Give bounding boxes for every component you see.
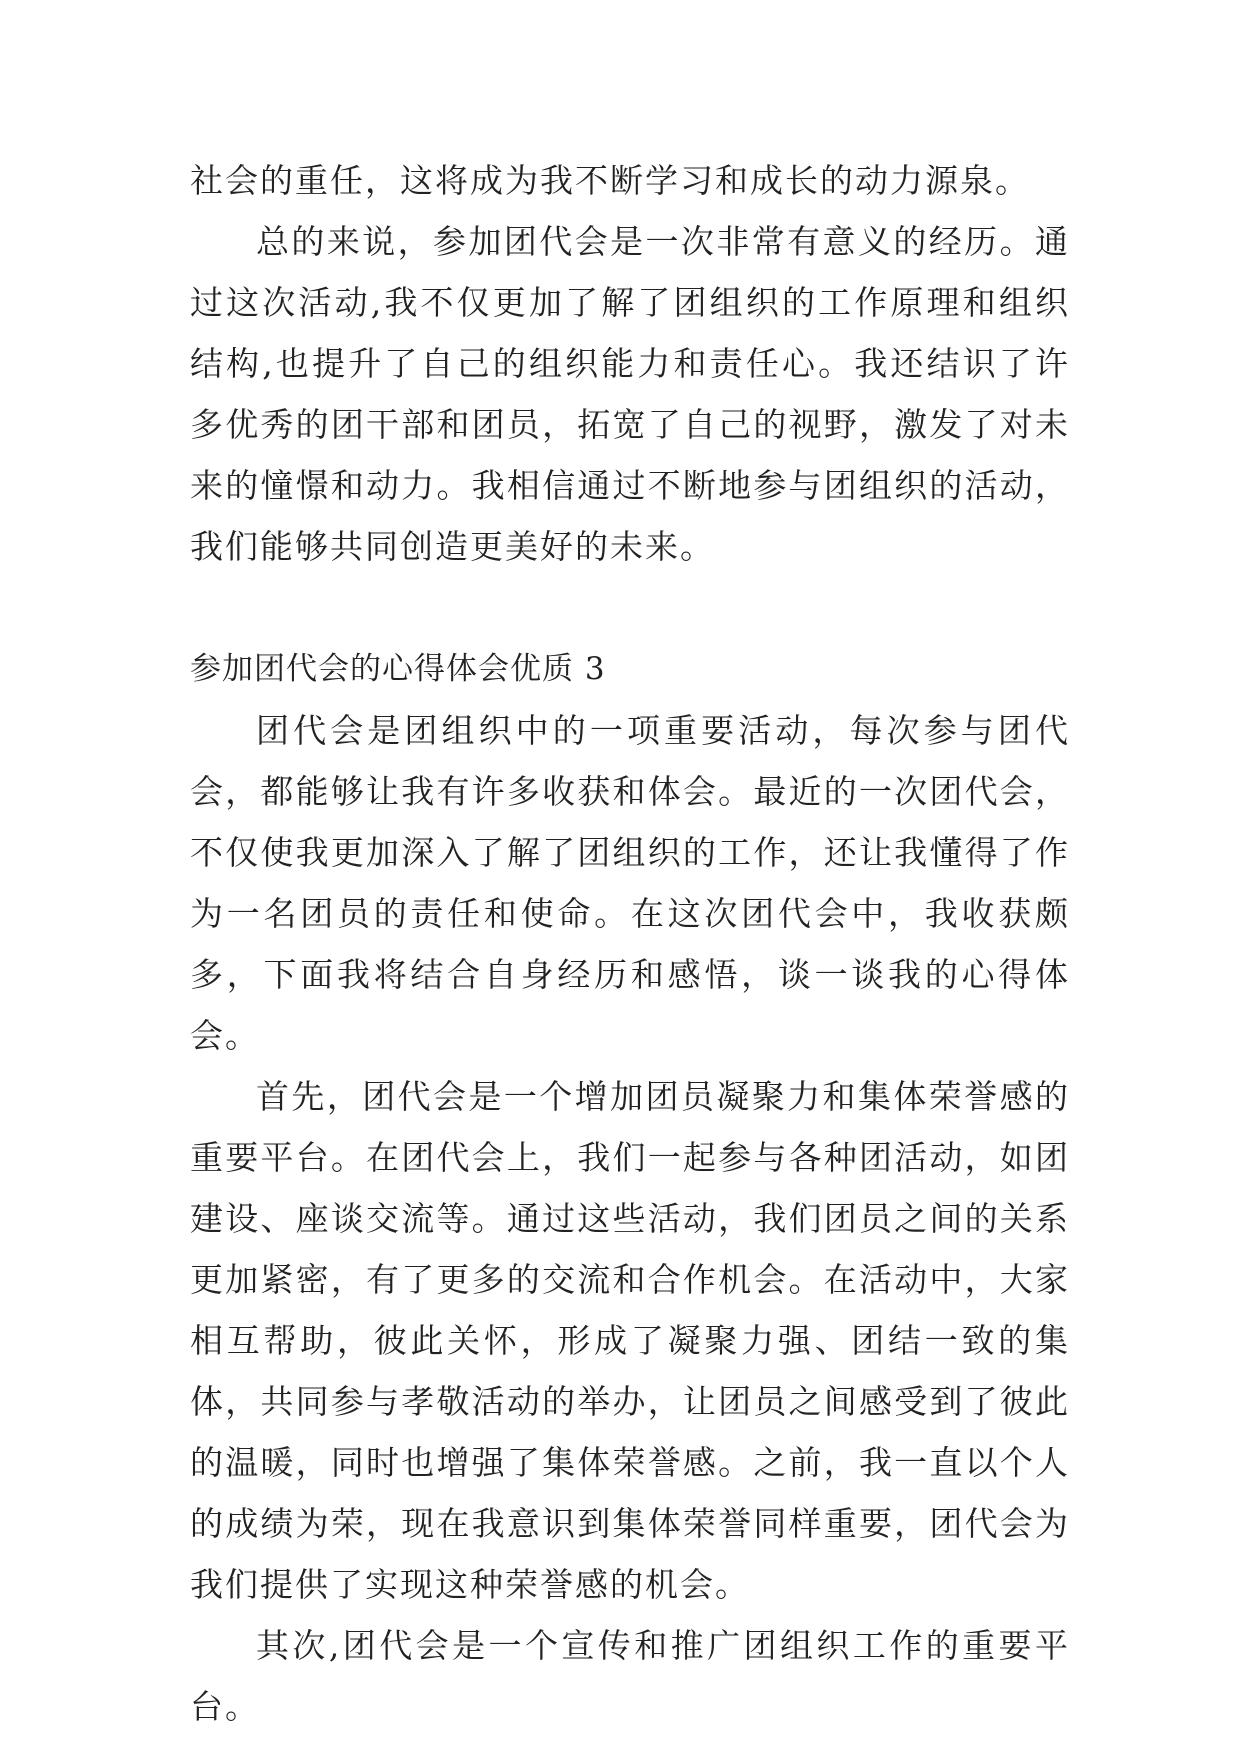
paragraph-4: 首先，团代会是一个增加团员凝聚力和集体荣誉感的重要平台。在团代会上，我们一起参与各种团活动，如团建设、座谈交流等。通过这些活动，我们团员之间的关系更加紧密，有了更多的交流和合作机会。在活动中，大家相互帮助，彼此关怀，形成了凝聚力强、团结一致的集体，共同参与孝敬活动的举办，让团员之间感受到了彼此的温暖，同时也增强了集体荣誉感。之前，我一直以个人的成绩为荣，现在我意识到集体荣誉同样重要，团代会为我们提供了实现这种荣誉感的机会。 (190, 1077, 1070, 1604)
section-heading: 参加团代会的心得体会优质 3 (190, 651, 606, 687)
paragraph-5: 其次,团代会是一个宣传和推广团组织工作的重要平台。 (190, 1626, 1070, 1726)
document-body (190, 150, 1070, 1737)
paragraph-3: 团代会是团组织中的一项重要活动，每次参与团代会，都能够让我有许多收获和体会。最近的一次团代会，不仅使我更加深入了解了团组织的工作，还让我懂得了作为一名团员的责任和使命。在这次团代会中，我收获颇多，下面我将结合自身经历和感悟，谈一谈我的心得体会。 (190, 711, 1070, 1055)
paragraph-1: 社会的重任，这将成为我不断学习和成长的动力源泉。 (190, 161, 1030, 200)
paragraph-2: 总的来说，参加团代会是一次非常有意义的经历。通过这次活动,我不仅更加了解了团组织的工作原理和组织结构,也提升了自己的组织能力和责任心。我还结识了许多优秀的团干部和团员，拓宽了自己的视野，激发了对未来的憧憬和动力。我相信通过不断地参与团组织的活动，我们能够共同创造更美好的未来。 (190, 222, 1070, 566)
